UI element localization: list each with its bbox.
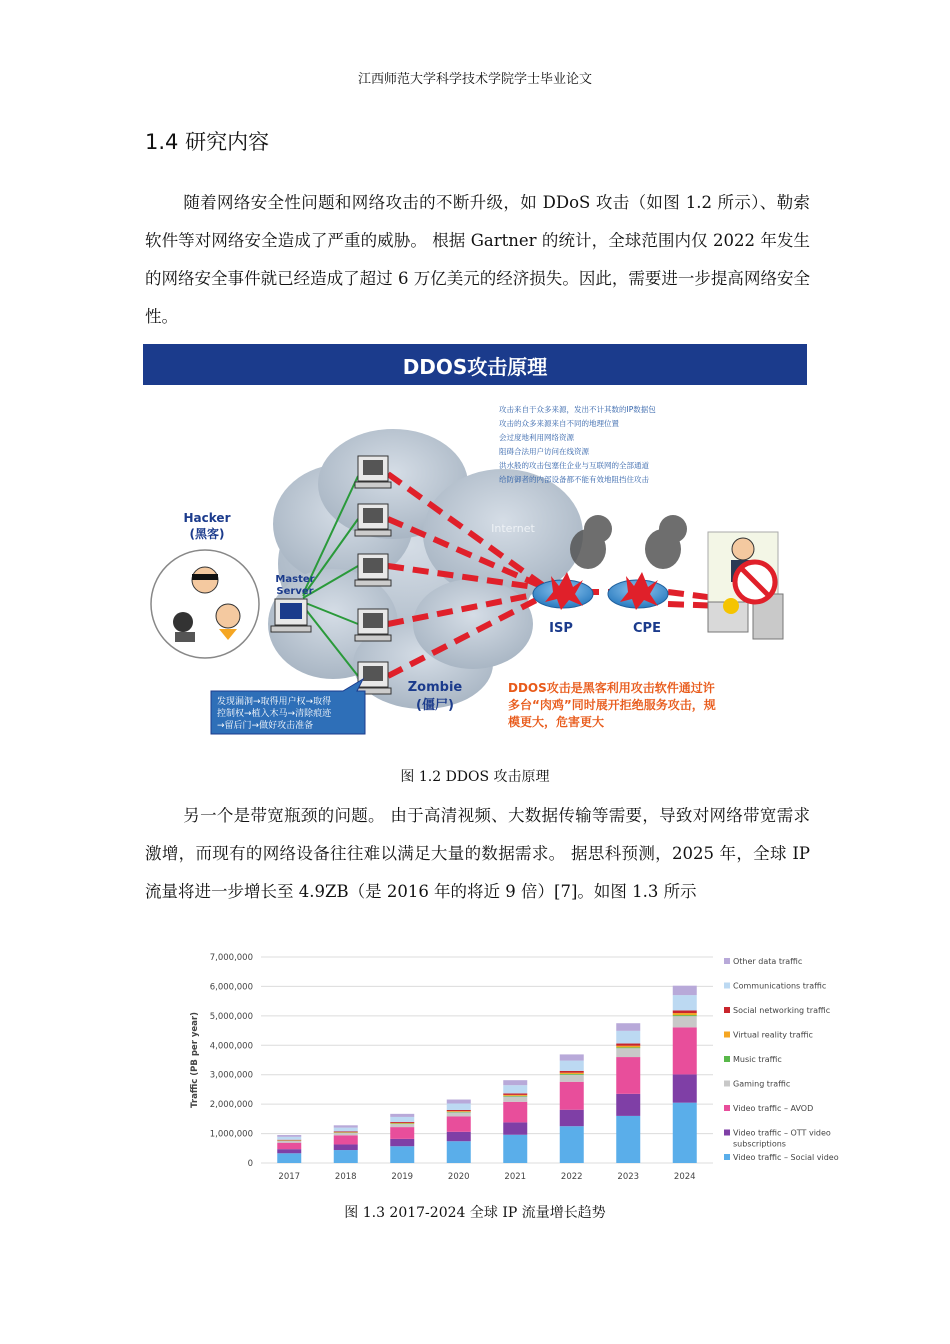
legend-swatch-7: [724, 1130, 730, 1136]
bar-2018-series-1: [334, 1144, 358, 1150]
bar-2019-series-7: [390, 1117, 414, 1122]
bar-2024-series-4: [673, 1015, 697, 1016]
bar-2019-series-3: [390, 1124, 414, 1127]
bar-2017-series-8: [277, 1135, 301, 1137]
ytick-label-4: 4,000,000: [209, 1041, 253, 1052]
bullet-0: 攻击来自于众多来源，发出不计其数的IP数据包: [499, 405, 656, 414]
bar-2021-series-6: [503, 1093, 527, 1094]
paragraph-2: [145, 797, 810, 911]
legend-label-7: Video traffic – OTT video: [733, 1128, 831, 1138]
bullet-5: 给防御者的内部设备都不能有效地阻挡住攻击: [499, 475, 649, 484]
legend-label-4: Music traffic: [733, 1055, 782, 1064]
hacker-cn-label: (黑客): [189, 527, 225, 541]
legend-swatch-2: [724, 1007, 730, 1013]
bar-2020-series-0: [447, 1141, 471, 1163]
bar-2017-series-3: [277, 1141, 301, 1143]
legend-swatch-6: [724, 1105, 730, 1111]
bar-2018-series-3: [334, 1133, 358, 1135]
bar-2019-series-5: [390, 1123, 414, 1124]
bar-2021-series-3: [503, 1096, 527, 1101]
zombie-pc-4: [355, 609, 391, 641]
legend-label-2: Social networking traffic: [733, 1006, 831, 1015]
bar-2022-series-7: [560, 1061, 584, 1071]
legend-label-3: Virtual reality traffic: [733, 1030, 813, 1040]
bar-2022-series-6: [560, 1071, 584, 1073]
legend-label-8: Video traffic – Social video: [733, 1153, 839, 1162]
xtick-label-2024: 2024: [673, 1172, 696, 1182]
y-axis-title: Traffic (PB per year): [190, 1012, 200, 1108]
legend-swatch-1: [724, 983, 730, 989]
bar-2024-series-0: [673, 1103, 697, 1163]
paragraph-2-text: 另一个是带宽瓶颈的问题。 由于高清视频、大数据传输等需要，导致对网络带宽需求激增，而现有的网络设备往往难以满足大量的数据需求。 据思科预测，2025 年，全球 IP 流量将进一步增长至 4.9ZB（是 2016 年的将近 9 倍）[7]。如图 1.3 所示: [145, 806, 810, 901]
master-server: [271, 599, 311, 632]
paragraph-1: [145, 184, 810, 336]
desc-line-0: DDOS攻击是黑客利用攻击软件通过许: [508, 681, 715, 695]
bar-2018-series-7: [334, 1128, 358, 1132]
bar-2017-series-0: [277, 1153, 301, 1163]
bar-2021-series-8: [503, 1080, 527, 1085]
bar-2019-series-2: [390, 1127, 414, 1139]
bar-2024-series-3: [673, 1016, 697, 1027]
master-label: Master: [275, 574, 315, 585]
xtick-label-2023: 2023: [617, 1172, 640, 1182]
bar-2023-series-1: [616, 1094, 640, 1116]
bar-2024-series-6: [673, 1010, 697, 1013]
xtick-label-2018: 2018: [334, 1172, 357, 1182]
ytick-label-1: 1,000,000: [209, 1129, 253, 1140]
bar-2020-series-8: [447, 1100, 471, 1104]
internet-label: Internet: [491, 522, 535, 535]
hacker-label: Hacker: [183, 511, 231, 525]
figure-1-2-caption: 图 1.2 DDOS 攻击原理: [400, 769, 550, 785]
legend-swatch-8: [724, 1154, 730, 1160]
bar-2023-series-3: [616, 1048, 640, 1057]
bar-2021-series-5: [503, 1095, 527, 1096]
bar-2022-series-1: [560, 1110, 584, 1126]
zombie-cn-label: (僵尸): [416, 698, 454, 713]
bar-2022-series-3: [560, 1075, 584, 1082]
bar-2017-series-2: [277, 1143, 301, 1149]
bar-2021-series-1: [503, 1122, 527, 1134]
xtick-label-2017: 2017: [278, 1172, 301, 1182]
bar-2022-series-8: [560, 1054, 584, 1060]
bar-2023-series-8: [616, 1023, 640, 1031]
figure-1-3-caption: 图 1.3 2017-2024 全球 IP 流量增长趋势: [344, 1205, 606, 1221]
bar-2023-series-5: [616, 1046, 640, 1048]
bar-2019-series-8: [390, 1114, 414, 1117]
bar-2020-series-7: [447, 1103, 471, 1109]
cpe-label: CPE: [633, 621, 661, 636]
bar-2022-series-5: [560, 1073, 584, 1074]
xtick-label-2019: 2019: [391, 1172, 414, 1182]
ytick-label-2: 2,000,000: [209, 1100, 253, 1111]
zombie-label: Zombie: [407, 680, 463, 695]
bar-2020-series-6: [447, 1110, 471, 1111]
legend-label-1: Communications traffic: [733, 981, 827, 991]
bar-2024-series-1: [673, 1074, 697, 1102]
bar-2023-series-4: [616, 1047, 640, 1048]
bar-2024-series-8: [673, 986, 697, 995]
zombie-pc-1: [355, 456, 391, 488]
running-header: 江西师范大学科学技术学院学士毕业论文: [357, 72, 592, 87]
legend-swatch-4: [724, 1056, 730, 1062]
isp-label: ISP: [549, 621, 573, 636]
bar-2023-series-0: [616, 1116, 640, 1163]
ip-traffic-chart: [183, 946, 843, 1186]
bullet-1: 攻击的众多来源来自不同的地理位置: [499, 419, 619, 428]
zombie-pc-2: [355, 504, 391, 536]
bar-2022-series-0: [560, 1126, 584, 1163]
bar-2023-series-2: [616, 1057, 640, 1094]
bar-2018-series-6: [334, 1131, 358, 1132]
bullet-3: 阻碍合法用户访问在线资源: [499, 447, 589, 456]
bar-2021-series-2: [503, 1102, 527, 1123]
step-line-0: 发现漏洞→取得用户权→取得: [217, 697, 332, 707]
bar-2024-series-7: [673, 995, 697, 1010]
bar-2019-series-1: [390, 1139, 414, 1146]
bar-2017-series-7: [277, 1137, 301, 1140]
xtick-label-2020: 2020: [447, 1172, 470, 1182]
legend-label-5: Gaming traffic: [733, 1079, 791, 1089]
step-line-1: 控制权→植入木马→清除痕迹: [217, 709, 332, 719]
bar-2017-series-1: [277, 1149, 301, 1153]
bar-2018-series-0: [334, 1150, 358, 1163]
bar-2020-series-5: [447, 1111, 471, 1112]
paragraph-1-text: 随着网络安全性问题和网络攻击的不断升级，如 DDoS 攻击（如图 1.2 所示）、勒索软件等对网络安全造成了严重的威胁。 根据 Gartner 的统计，全球范围内仅 2022 年发生的网络安全事件就已经造成了超过 6 万亿美元的经济损失。因此，需要进一步提高网络安全性。: [145, 193, 810, 326]
bar-2020-series-1: [447, 1132, 471, 1141]
bar-2024-series-2: [673, 1027, 697, 1074]
bar-2021-series-4: [503, 1096, 527, 1097]
bar-2020-series-4: [447, 1112, 471, 1113]
bar-2020-series-3: [447, 1112, 471, 1116]
bar-2022-series-2: [560, 1082, 584, 1110]
desc-line-1: 多台“肉鸡”同时展开拒绝服务攻击，规: [508, 698, 716, 712]
bar-2018-series-8: [334, 1125, 358, 1127]
section-heading: 1.4 研究内容: [145, 130, 270, 154]
ytick-label-7: 7,000,000: [209, 953, 253, 963]
ddos-diagram: [143, 344, 807, 748]
legend-label-7-cont: subscriptions: [733, 1139, 786, 1149]
banner-title: DDOS攻击原理: [402, 355, 548, 379]
zombie-pc-5: [355, 662, 391, 694]
bar-2021-series-0: [503, 1135, 527, 1163]
xtick-label-2021: 2021: [504, 1172, 527, 1182]
bar-2022-series-4: [560, 1074, 584, 1075]
xtick-label-2022: 2022: [560, 1172, 583, 1182]
ytick-label-6: 6,000,000: [209, 982, 253, 993]
legend-label-6: Video traffic – AVOD: [733, 1104, 814, 1113]
desc-line-2: 模更大，危害更大: [508, 715, 605, 729]
step-line-2: →留后门→做好攻击准备: [217, 721, 314, 731]
zombie-pc-3: [355, 554, 391, 586]
bar-2017-series-6: [277, 1140, 301, 1141]
bar-2018-series-2: [334, 1135, 358, 1144]
bar-2023-series-6: [616, 1044, 640, 1046]
legend-swatch-5: [724, 1081, 730, 1087]
ytick-label-5: 5,000,000: [209, 1011, 253, 1022]
hacker-group: [151, 550, 259, 658]
bar-2023-series-7: [616, 1031, 640, 1044]
legend-label-0: Other data traffic: [733, 957, 803, 966]
bar-2024-series-5: [673, 1013, 697, 1015]
ytick-label-3: 3,000,000: [209, 1070, 253, 1081]
victim: [708, 532, 783, 639]
legend-swatch-3: [724, 1032, 730, 1038]
server-label: Server: [276, 586, 314, 597]
bullet-2: 会过度地利用网络资源: [499, 433, 574, 442]
bar-2019-series-0: [390, 1146, 414, 1163]
bullet-4: 洪水般的攻击包塞住企业与互联网的全部通道: [499, 461, 649, 470]
bar-2021-series-7: [503, 1085, 527, 1093]
ytick-label-0: 0: [247, 1159, 253, 1169]
legend-swatch-0: [724, 958, 730, 964]
bar-2020-series-2: [447, 1117, 471, 1132]
bar-2019-series-6: [390, 1122, 414, 1123]
